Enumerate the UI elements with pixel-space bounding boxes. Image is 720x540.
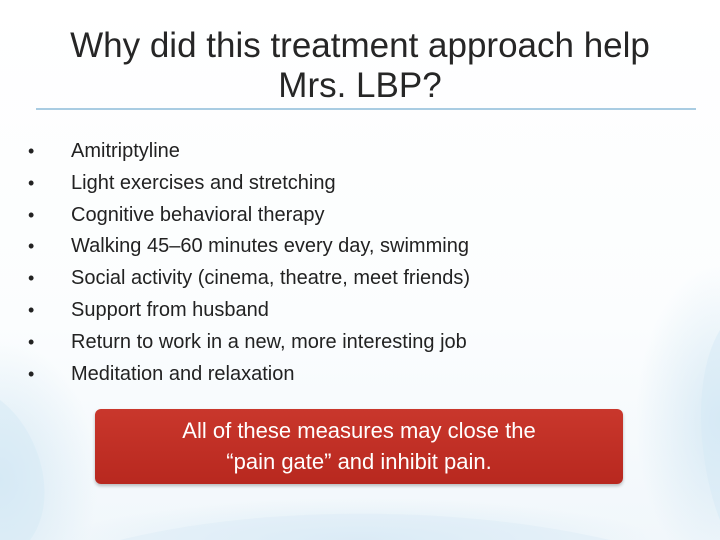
bullet-marker-icon: • [28, 141, 35, 161]
bullet-text: Return to work in a new, more interesting job [71, 330, 467, 353]
bullet-marker-icon: • [28, 331, 35, 352]
treatment-bullet-list [28, 136, 688, 390]
title-underline-divider [36, 108, 696, 110]
bullet-item [28, 359, 688, 391]
bullet-text: Meditation and relaxation [71, 362, 295, 385]
bullet-marker-icon: • [28, 363, 35, 384]
bullet-marker-icon: • [28, 236, 35, 257]
callout-text-line-1: All of these measures may close the [182, 418, 536, 443]
bullet-text: Support from husband [71, 298, 269, 321]
bullet-item [28, 295, 688, 327]
bullet-marker-icon: • [28, 299, 35, 320]
bullet-item [28, 168, 688, 200]
bullet-item [28, 200, 688, 232]
bullet-text: Walking 45–60 minutes every day, swimming [71, 235, 469, 258]
slide-title-line-2: Mrs. LBP? [278, 66, 442, 105]
bullet-text: Amitriptyline [71, 140, 180, 162]
bullet-item [28, 231, 688, 263]
bullet-item [28, 136, 688, 168]
bullet-item [28, 263, 688, 295]
bullet-text: Social activity (cinema, theatre, meet friends) [71, 267, 471, 290]
conclusion-callout-box [95, 409, 623, 484]
slide-title [30, 26, 690, 106]
bullet-marker-icon: • [28, 204, 35, 225]
bullet-item [28, 327, 688, 359]
bullet-marker-icon: • [28, 172, 35, 193]
bullet-marker-icon: • [28, 268, 35, 289]
bullet-text: Light exercises and stretching [71, 171, 336, 194]
slide-title-line-1: Why did this treatment approach help [70, 26, 650, 65]
bullet-text: Cognitive behavioral therapy [71, 203, 325, 226]
callout-text-line-2: “pain gate” and inhibit pain. [226, 449, 492, 474]
